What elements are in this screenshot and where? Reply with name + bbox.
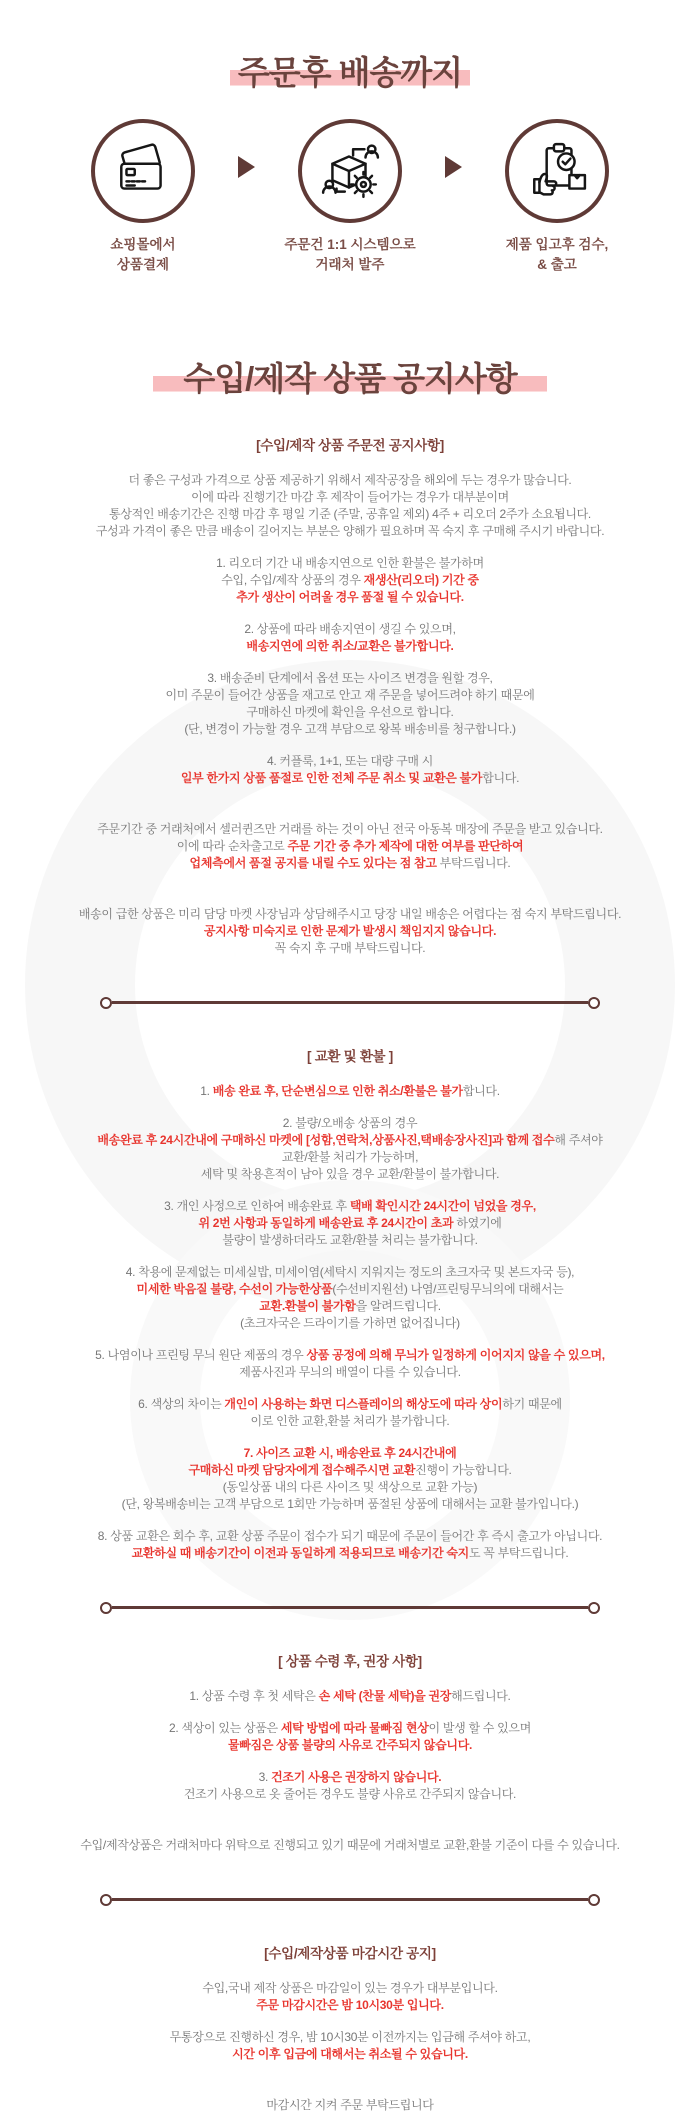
- notice-line: [18, 1364, 682, 1381]
- notice-line: [18, 1720, 682, 1737]
- notice-line: [18, 589, 682, 606]
- notice-line: [18, 1198, 682, 1215]
- body-text: 4. 커플룩, 1+1, 또는 대량 구매 시: [266, 753, 434, 768]
- body-text: (단, 변경이 가능할 경우 고객 부담으로 왕복 배송비를 청구합니다.): [184, 721, 516, 736]
- body-text: 도 꼭 부탁드립니다.: [468, 1545, 569, 1560]
- body-text: 을 알려드립니다.: [355, 1298, 441, 1313]
- notice-line: [18, 1232, 682, 1249]
- notice-paragraph: [18, 1980, 682, 2014]
- body-text: 수입,국내 제작 상품은 마감일이 있는 경우가 대부분입니다.: [202, 1980, 498, 1995]
- body-text: 부탁드립니다.: [439, 855, 511, 870]
- notice-line: [18, 1445, 682, 1462]
- section-divider: [100, 997, 600, 1009]
- body-text: 수입/제작상품은 거래처마다 위탁으로 진행되고 있기 때문에 거래처별로 교환,환불 기준이 다를 수 있습니다.: [80, 1837, 620, 1852]
- notice-line: [18, 2029, 682, 2046]
- notice-paragraph: [18, 1083, 682, 1100]
- notice-line: [18, 572, 682, 589]
- body-text: 합니다.: [482, 770, 520, 785]
- notice-line: [18, 1769, 682, 1786]
- body-text: 제품사진과 무늬의 배열이 다를 수 있습니다.: [239, 1364, 461, 1379]
- body-text: 마감시간 지켜 주문 부탁드립니다: [266, 2097, 434, 2112]
- notice-line: [18, 1980, 682, 1997]
- notice-line: [18, 555, 682, 572]
- order-system-icon: [298, 119, 402, 223]
- step-label-line: 상품결제: [116, 256, 170, 272]
- body-text: 3. 개인 사정으로 인하여 배송완료 후: [164, 1198, 350, 1213]
- body-text: 교환/환불 처리가 가능하며,: [281, 1149, 419, 1164]
- notice-line: [18, 1837, 682, 1854]
- body-text: 2. 상품에 따라 배송지연이 생길 수 있으며,: [244, 621, 456, 636]
- notice-section-pre-order: [0, 434, 700, 957]
- body-text: 8. 상품 교환은 회수 후, 교환 상품 주문이 접수가 되기 때문에 주문이 들어간 후 즉시 출고가 아닙니다.: [97, 1528, 603, 1543]
- body-text: 건조기 사용으로 옷 줄어든 경우도 불량 사유로 간주되지 않습니다.: [183, 1786, 517, 1801]
- notice-paragraph: [18, 1115, 682, 1183]
- body-text: 세탁 및 착용흔적이 남아 있을 경우 교환/환불이 불가합니다.: [200, 1166, 500, 1181]
- body-text: 더 좋은 구성과 가격으로 상품 제공하기 위해서 제작공장을 해외에 두는 경우가 많습니다.: [128, 472, 572, 487]
- arrow-right-icon: [445, 156, 462, 178]
- notice-line: [18, 1315, 682, 1332]
- notice-title: [0, 274, 700, 399]
- notice-paragraph: [18, 555, 682, 606]
- notice-line: [18, 1545, 682, 1562]
- alert-text: 시간 이후 입금에 대해서는 취소될 수 있습니다.: [232, 2046, 468, 2061]
- body-text: (초크자국은 드라이기를 가하면 없어집니다): [240, 1315, 460, 1330]
- notice-line: [18, 821, 682, 838]
- notice-paragraph: [18, 1396, 682, 1430]
- divider-line: [112, 1606, 588, 1609]
- alert-text: 세탁 방법에 따라 물빠짐 현상: [280, 1720, 429, 1735]
- notice-line: [18, 472, 682, 489]
- notice-paragraph: [18, 1528, 682, 1562]
- page-title-text: 주문후 배송까지: [230, 54, 470, 91]
- inspect-ship-icon: [505, 119, 609, 223]
- step-label-inspect-ship: [506, 235, 609, 274]
- alert-text: 재생산(리오더) 기간 중: [363, 572, 479, 587]
- step-label-line: & 출고: [537, 256, 577, 272]
- notice-line: [18, 1083, 682, 1100]
- body-text: 6. 색상의 차이는: [138, 1396, 225, 1411]
- notice-line: [18, 1413, 682, 1430]
- notice-paragraph: [18, 670, 682, 738]
- body-text: 무통장으로 진행하신 경우, 밤 10시30분 이전까지는 입금해 주셔야 하고,: [169, 2029, 531, 2044]
- divider-ring-icon: [588, 997, 600, 1009]
- order-process-steps: [0, 119, 700, 274]
- alert-text: 교환하실 때 배송기간이 이전과 동일하게 적용되므로 배송기간 숙지: [131, 1545, 469, 1560]
- body-text: 4. 착용에 문제없는 미세실밥, 미세이염(세탁시 지워지는 정도의 초크자국 및 본드자국 등),: [125, 1264, 575, 1279]
- body-text: 수입, 수입/제작 상품의 경우: [221, 572, 364, 587]
- notice-paragraph: [18, 1720, 682, 1754]
- step-label-line: 주문건 1:1 시스템으로: [284, 237, 416, 253]
- step-inspect-ship: [472, 119, 642, 274]
- body-text: 1. 상품 수령 후 첫 세탁은: [189, 1688, 319, 1703]
- alert-text: 미세한 박음질 불량, 수선이 가능한상품: [136, 1281, 333, 1296]
- alert-text: 상품 공정에 의해 무늬가 일정하게 이어지지 않을 수 있으며,: [306, 1347, 605, 1362]
- notice-line: [18, 721, 682, 738]
- divider-ring-icon: [588, 1894, 600, 1906]
- alert-text: 업체측에서 품절 공지를 내릴 수도 있다는 점 참고: [189, 855, 440, 870]
- notice-line: [18, 855, 682, 872]
- notice-paragraph: [18, 2029, 682, 2063]
- notice-line: [18, 638, 682, 655]
- alert-text: 배송완료 후 24시간내에 구매하신 마켓에 [성함,연락처,상품사진,택배송장사진]과 함께 접수: [97, 1132, 555, 1147]
- step-label-line: 쇼핑몰에서: [110, 237, 176, 253]
- notice-line: [18, 1298, 682, 1315]
- notice-line: [18, 1786, 682, 1803]
- body-text: 1. 리오더 기간 내 배송지연으로 인한 환불은 불가하며: [216, 555, 484, 570]
- body-text: (동일상품 내의 다른 사이즈 및 색상으로 교환 가능): [222, 1479, 478, 1494]
- alert-text: 개인이 사용하는 화면 디스플레이의 해상도에 따라 상이: [224, 1396, 503, 1411]
- alert-text: 물빠짐은 상품 불량의 사유로 간주되지 않습니다.: [227, 1737, 473, 1752]
- body-text: 하기 때문에: [502, 1396, 562, 1411]
- notice-paragraph: [18, 1769, 682, 1803]
- notice-line: [18, 940, 682, 957]
- alert-text: 구매하신 마켓 담당자에게 접수해주시면 교환: [188, 1462, 416, 1477]
- notice-line: [18, 1215, 682, 1232]
- notice-line: [18, 704, 682, 721]
- divider-ring-icon: [100, 1894, 112, 1906]
- notice-paragraph: [18, 1198, 682, 1249]
- alert-text: 교환.환불이 불가함: [259, 1298, 356, 1313]
- notice-line: [18, 1347, 682, 1364]
- body-text: 1.: [200, 1083, 213, 1098]
- body-text: 해 주셔야: [554, 1132, 603, 1147]
- alert-text: 공지사항 미숙지로 인한 문제가 발생시 책임지지 않습니다.: [203, 923, 497, 938]
- notice-line: [18, 687, 682, 704]
- notice-title-text: 수입/제작 상품 공지사항: [153, 360, 546, 397]
- alert-text: 일부 한가지 상품 품절로 인한 전체 주문 취소 및 교환은 불가: [180, 770, 483, 785]
- body-text: 불량이 발생하더라도 교환/환불 처리는 불가합니다.: [222, 1232, 478, 1247]
- section-heading: [수입/제작 상품 주문전 공지사항]: [256, 437, 444, 453]
- notice-line: [18, 838, 682, 855]
- notice-line: [18, 1462, 682, 1479]
- notice-line: [18, 1166, 682, 1183]
- step-order-system: [265, 119, 435, 274]
- notice-line: [18, 1132, 682, 1149]
- notice-line: [18, 906, 682, 923]
- alert-text: 위 2번 사항과 동일하게 배송완료 후 24시간이 초과: [198, 1215, 457, 1230]
- section-divider: [100, 1894, 600, 1906]
- notice-paragraph: [18, 621, 682, 655]
- body-text: 이에 따라 순차출고로: [176, 838, 288, 853]
- notice-line: [18, 523, 682, 540]
- body-text: 배송이 급한 상품은 미리 담당 마켓 사장님과 상담해주시고 당장 내일 배송은 어렵다는 점 숙지 부탁드립니다.: [78, 906, 622, 921]
- step-payment: [58, 119, 228, 274]
- notice-paragraph: [18, 1445, 682, 1513]
- notice-line: [18, 1396, 682, 1413]
- notice-line: [18, 1264, 682, 1281]
- body-text: 구성과 가격이 좋은 만큼 배송이 길어지는 부분은 양해가 필요하며 꼭 숙지 후 구매해 주시기 바랍니다.: [95, 523, 605, 538]
- alert-text: 주문 기간 중 추가 제작에 대한 여부를 판단하여: [287, 838, 524, 853]
- body-text: 이미 주문이 들어간 상품을 재고로 안고 재 주문을 넣어드려야 하기 때문에: [165, 687, 535, 702]
- alert-text: 건조기 사용은 권장하지 않습니다.: [271, 1769, 442, 1784]
- notice-line: [18, 489, 682, 506]
- page-title: [0, 0, 700, 93]
- notice-paragraph: [18, 821, 682, 872]
- notice-line: [18, 1479, 682, 1496]
- notice-paragraph: [18, 2097, 682, 2114]
- body-text: 합니다.: [462, 1083, 500, 1098]
- notice-line: [18, 2097, 682, 2114]
- body-text: 해드립니다.: [451, 1688, 511, 1703]
- notice-paragraph: [18, 1347, 682, 1381]
- notice-line: [18, 1281, 682, 1298]
- alert-text: 택배 확인시간 24시간이 넘었을 경우,: [349, 1198, 536, 1213]
- notice-paragraph: [18, 472, 682, 540]
- body-text: (수선비지원선) 나염/프린팅무늬의에 대해서는: [332, 1281, 564, 1296]
- body-text: 5. 나염이나 프린팅 무늬 원단 제품의 경우: [95, 1347, 307, 1362]
- step-label-order-system: [284, 235, 415, 274]
- step-label-line: 제품 입고후 검수,: [505, 237, 609, 253]
- notice-line: [18, 621, 682, 638]
- notice-paragraph: [18, 753, 682, 787]
- alert-text: 추가 생산이 어려울 경우 품절 될 수 있습니다.: [236, 589, 464, 604]
- notice-paragraph: [18, 1837, 682, 1854]
- notice-line: [18, 1115, 682, 1132]
- section-heading: [ 상품 수령 후, 권장 사항]: [278, 1653, 422, 1669]
- notice-section-deadline: [0, 1942, 700, 2114]
- notice-line: [18, 923, 682, 940]
- credit-cards-icon: [91, 119, 195, 223]
- notice-sections: [0, 434, 700, 2114]
- section-heading: [수입/제작상품 마감시간 공지]: [264, 1945, 436, 1961]
- notice-line: [18, 1997, 682, 2014]
- notice-line: [18, 753, 682, 770]
- section-heading: [ 교환 및 환불 ]: [307, 1048, 393, 1064]
- notice-line: [18, 770, 682, 787]
- body-text: 하였기에: [456, 1215, 502, 1230]
- body-text: 진행이 가능합니다.: [415, 1462, 512, 1477]
- alert-text: 주문 마감시간은 밤 10시30분 입니다.: [256, 1997, 444, 2012]
- notice-line: [18, 1737, 682, 1754]
- body-text: 주문기간 중 거래처에서 셀러퀸즈만 거래를 하는 것이 아닌 전국 아동복 매장에 주문을 받고 있습니다.: [97, 821, 603, 836]
- notice-line: [18, 1688, 682, 1705]
- body-text: 꼭 숙지 후 구매 부탁드립니다.: [274, 940, 426, 955]
- notice-section-exchange-refund: [0, 1045, 700, 1562]
- notice-line: [18, 1149, 682, 1166]
- step-label-payment: [110, 235, 175, 274]
- notice-line: [18, 506, 682, 523]
- body-text: 3. 배송준비 단계에서 옵션 또는 사이즈 변경을 원할 경우,: [207, 670, 493, 685]
- step-label-line: 거래처 발주: [315, 256, 385, 272]
- body-text: 통상적인 배송기간은 진행 마감 후 평일 기준 (주말, 공휴일 제외) 4주 + 리오더 2주가 소요됩니다.: [109, 506, 591, 521]
- divider-line: [112, 1001, 588, 1004]
- body-text: 3.: [258, 1769, 272, 1784]
- divider-ring-icon: [100, 1602, 112, 1614]
- notice-line: [18, 1528, 682, 1545]
- arrow-right-icon: [238, 156, 255, 178]
- section-divider: [100, 1602, 600, 1614]
- notice-section-after-receipt: [0, 1650, 700, 1854]
- divider-ring-icon: [100, 997, 112, 1009]
- body-text: 이 발생 할 수 있으며: [428, 1720, 532, 1735]
- divider-line: [112, 1898, 588, 1901]
- alert-text: 배송지연에 의한 취소/교환은 불가합니다.: [246, 638, 454, 653]
- body-text: 2. 불량/오배송 상품의 경우: [282, 1115, 418, 1130]
- notice-paragraph: [18, 906, 682, 957]
- body-text: (단, 왕복배송비는 고객 부담으로 1회만 가능하며 품절된 상품에 대해서는 교환 불가입니다.): [121, 1496, 579, 1511]
- divider-ring-icon: [588, 1602, 600, 1614]
- notice-paragraph: [18, 1688, 682, 1705]
- alert-text: 7. 사이즈 교환 시, 배송완료 후 24시간내에: [243, 1445, 457, 1460]
- notice-paragraph: [18, 1264, 682, 1332]
- body-text: 이에 따라 진행기간 마감 후 제작이 들어가는 경우가 대부분이며: [191, 489, 509, 504]
- body-text: 이로 인한 교환,환불 처리가 불가합니다.: [250, 1413, 450, 1428]
- alert-text: 배송 완료 후, 단순변심으로 인한 취소/환불은 불가: [212, 1083, 463, 1098]
- body-text: 구매하신 마켓에 확인을 우선으로 합니다.: [246, 704, 454, 719]
- notice-line: [18, 670, 682, 687]
- body-text: 2. 색상이 있는 상품은: [168, 1720, 281, 1735]
- alert-text: 손 세탁 (찬물 세탁)을 권장: [318, 1688, 452, 1703]
- notice-line: [18, 1496, 682, 1513]
- notice-line: [18, 2046, 682, 2063]
